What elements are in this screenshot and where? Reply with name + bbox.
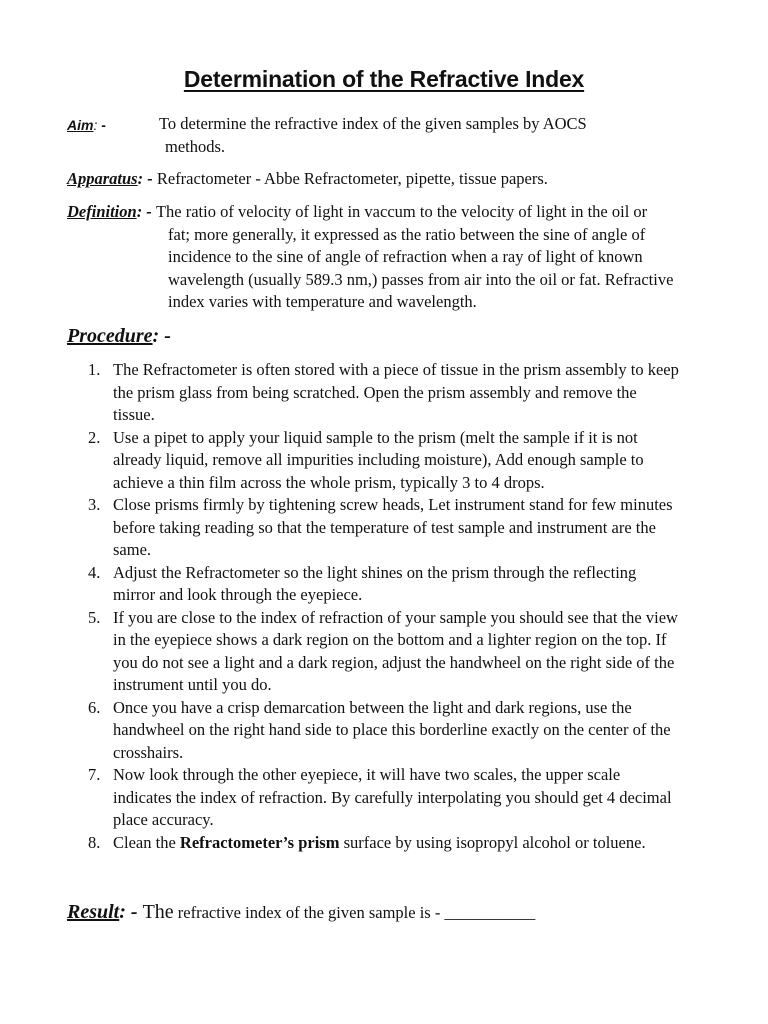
step-line: you do not see a light and a dark region, adjust the handwheel on the right side of the	[113, 652, 675, 672]
step-line	[113, 832, 722, 855]
step-line: indicates the index of refraction. By carefully interpolating you should get 4 decimal	[113, 787, 672, 807]
step-line: place accuracy.	[113, 810, 214, 829]
procedure-step	[67, 562, 722, 607]
aim-colon: :	[93, 117, 98, 133]
step-line: the prism glass from being scratched. Open the prism assembly and remove the	[113, 382, 637, 402]
step-number: 1.	[88, 360, 101, 379]
step-line: crosshairs.	[113, 742, 184, 762]
step-line: Use a pipet to apply your liquid sample to the prism (melt the sample if it is not	[113, 427, 638, 447]
apparatus-label: Apparatus	[67, 169, 138, 188]
step-line: achieve a thin film across the whole prism, typically 3 to 4 drops.	[113, 472, 545, 492]
definition-line: index varies with temperature and wavelength.	[168, 292, 477, 311]
aim-dash: -	[97, 117, 106, 133]
definition-line: fat; more generally, it expressed as the ratio between the sine of angle of	[168, 224, 646, 244]
step-number: 2.	[88, 427, 101, 447]
step-line: The Refractometer is often stored with a piece of tissue in the prism assembly to keep	[113, 360, 679, 379]
procedure-step	[67, 697, 722, 765]
definition-label: Definition	[67, 202, 137, 221]
aim-label	[67, 114, 106, 136]
apparatus-text: Refractometer - Abbe Refractometer, pipette, tissue papers.	[156, 169, 548, 188]
step-line: tissue.	[113, 405, 155, 424]
step-line: Close prisms firmly by tightening screw heads, Let instrument stand for few minutes	[113, 495, 673, 514]
step-line: handwheel on the right hand side to place this borderline exactly on the center of the	[113, 720, 671, 739]
step-number: 8.	[88, 832, 101, 852]
procedure-heading	[67, 323, 171, 349]
step-line: Once you have a crisp demarcation between the light and dark regions, use the	[113, 697, 632, 717]
definition-line: wavelength (usually 589.3 nm,) passes from air into the oil or fat. Refractive	[168, 269, 674, 289]
step-number: 5.	[88, 607, 101, 627]
procedure-step	[67, 832, 722, 855]
step8-pre: Clean the	[113, 832, 180, 852]
step-number: 4.	[88, 562, 101, 582]
step-line: If you are close to the index of refraction of your sample you should see that the view	[113, 607, 678, 627]
definition-sep: : -	[136, 202, 156, 221]
procedure-label: Procedure	[67, 325, 153, 347]
result-section	[67, 899, 535, 926]
procedure-step	[67, 359, 722, 427]
page-title: Determination of the Refractive Index	[183, 66, 585, 92]
aim-text	[159, 113, 659, 158]
step8-bold: Refractometer’s prism	[179, 832, 340, 852]
step-number: 3.	[88, 495, 101, 514]
step-line: Now look through the other eyepiece, it will have two scales, the upper scale	[113, 765, 621, 784]
step-line: Adjust the Refractometer so the light shines on the prism through the reflecting	[113, 562, 637, 582]
step-line: in the eyepiece shows a dark region on the bottom and a lighter region on the top. If	[113, 630, 667, 649]
step-line: same.	[113, 540, 152, 559]
procedure-steps	[67, 359, 722, 854]
step-line: already liquid, remove all impurities including moisture), Add enough sample to	[113, 450, 644, 469]
procedure-step	[67, 427, 722, 495]
aim-line-2: methods.	[165, 136, 226, 156]
definition-section	[67, 201, 717, 314]
result-the: The	[142, 901, 174, 923]
step-number: 7.	[88, 765, 101, 784]
procedure-sep: : -	[152, 325, 171, 347]
step-number: 6.	[88, 697, 101, 717]
definition-first-line	[67, 201, 717, 224]
procedure-step	[67, 494, 722, 562]
step-line: instrument until you do.	[113, 675, 272, 694]
result-sep: : -	[119, 901, 143, 923]
aim-line-1: To determine the refractive index of the given samples by AOCS	[159, 114, 587, 133]
step-line: before taking reading so that the temperature of test sample and instrument are the	[113, 517, 656, 537]
procedure-step	[67, 764, 722, 832]
step8-post: surface by using isopropyl alcohol or toluene.	[339, 832, 646, 852]
definition-line: The ratio of velocity of light in vaccum to the velocity of light in the oil or	[155, 202, 648, 221]
result-label: Result	[67, 901, 120, 923]
result-text: refractive index of the given sample is - ___________	[173, 903, 536, 922]
apparatus-section	[67, 168, 707, 191]
apparatus-sep: : -	[137, 169, 157, 188]
definition-line: incidence to the sine of angle of refraction when a ray of light of known	[168, 247, 643, 266]
aim-label-text: Aim	[67, 117, 94, 133]
step-line: mirror and look through the eyepiece.	[113, 585, 363, 604]
procedure-step	[67, 607, 722, 697]
